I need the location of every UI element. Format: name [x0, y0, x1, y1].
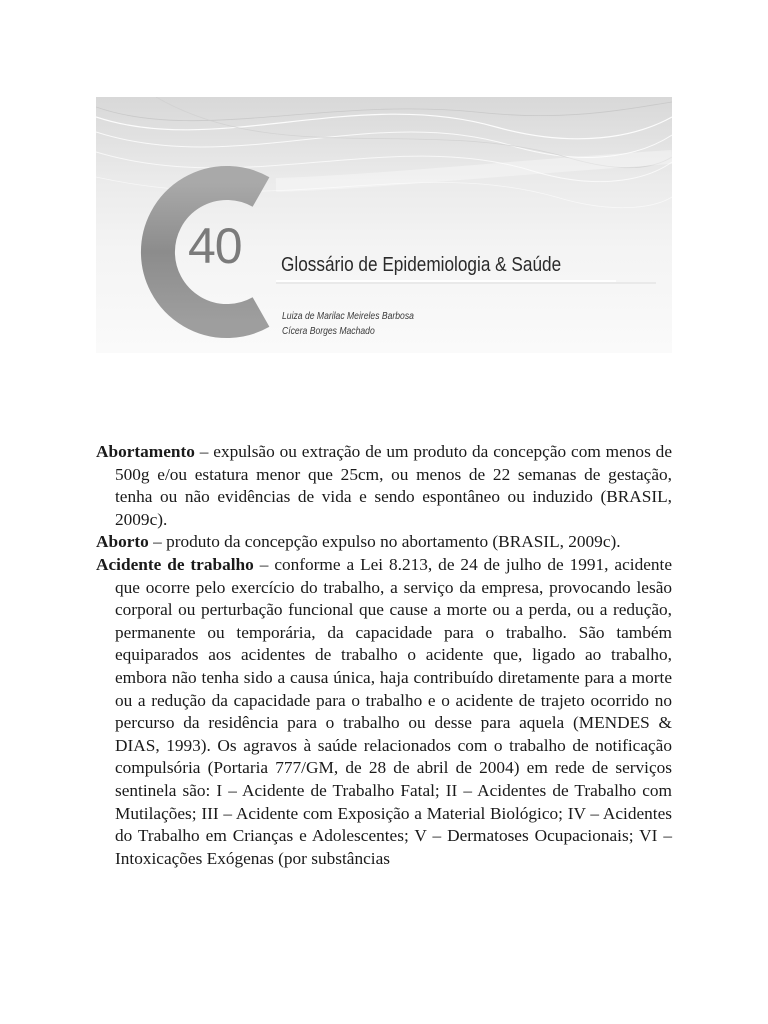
glossary-entry — [96, 531, 672, 554]
author-name: Cícera Borges Machado — [282, 326, 375, 337]
glossary-term: Aborto — [96, 532, 149, 552]
glossary-definition: – produto da concepção expulso no abortamento (BRASIL, 2009c). — [148, 532, 621, 552]
author-name: Luiza de Marilac Meireles Barbosa — [282, 311, 414, 322]
glossary-term: Acidente de trabalho — [96, 554, 254, 574]
chapter-number: 40 — [188, 218, 242, 274]
glossary-entry — [96, 441, 672, 531]
glossary-body — [96, 441, 672, 870]
glossary-definition: – expulsão ou extração de um produto da concepção com menos de 500g e/ou estatura menor que 25cm, ou menos de 22 semanas de gestação, tenha ou não evidências de vida e sendo espontâneo ou induzido (BRASIL, 2009c). — [115, 442, 672, 529]
chapter-title: Glossário de Epidemiologia & Saúde — [281, 254, 562, 276]
glossary-definition: – conforme a Lei 8.213, de 24 de julho de 1991, acidente que ocorre pelo exercício do trabalho, a serviço da empresa, provocando lesão corporal ou perturbação funcional que cause a morte ou a perda, ou a redução, permanente ou temporária, da capacidade para o trabalho. São também equiparados aos acidentes de trabalho o acidente que, ligado ao trabalho, embora não tenha sido a causa única, haja contribuído diretamente para a morte ou a redução da capacidade para o trabalho e o acidente de trajeto ocorrido no percurso da residência para o trabalho ou desse para aquela (MENDES & DIAS, 1993). Os agravos à saúde relacionados com o trabalho de notificação compulsória (Portaria 777/GM, de 28 de abril de 2004) em rede de serviços sentinela são: I – Acidente de Trabalho Fatal; II – Acidentes de Trabalho com Mutilações; III – Acidente com Exposição a Material Biológico; IV – Acidentes do Trabalho em Crianças e Adolescentes; V – Dermatoses Ocupacionais; VI – Intoxicações Exógenas (por substâncias — [115, 554, 672, 868]
glossary-entry — [96, 554, 672, 870]
glossary-term: Abortamento — [96, 442, 195, 461]
